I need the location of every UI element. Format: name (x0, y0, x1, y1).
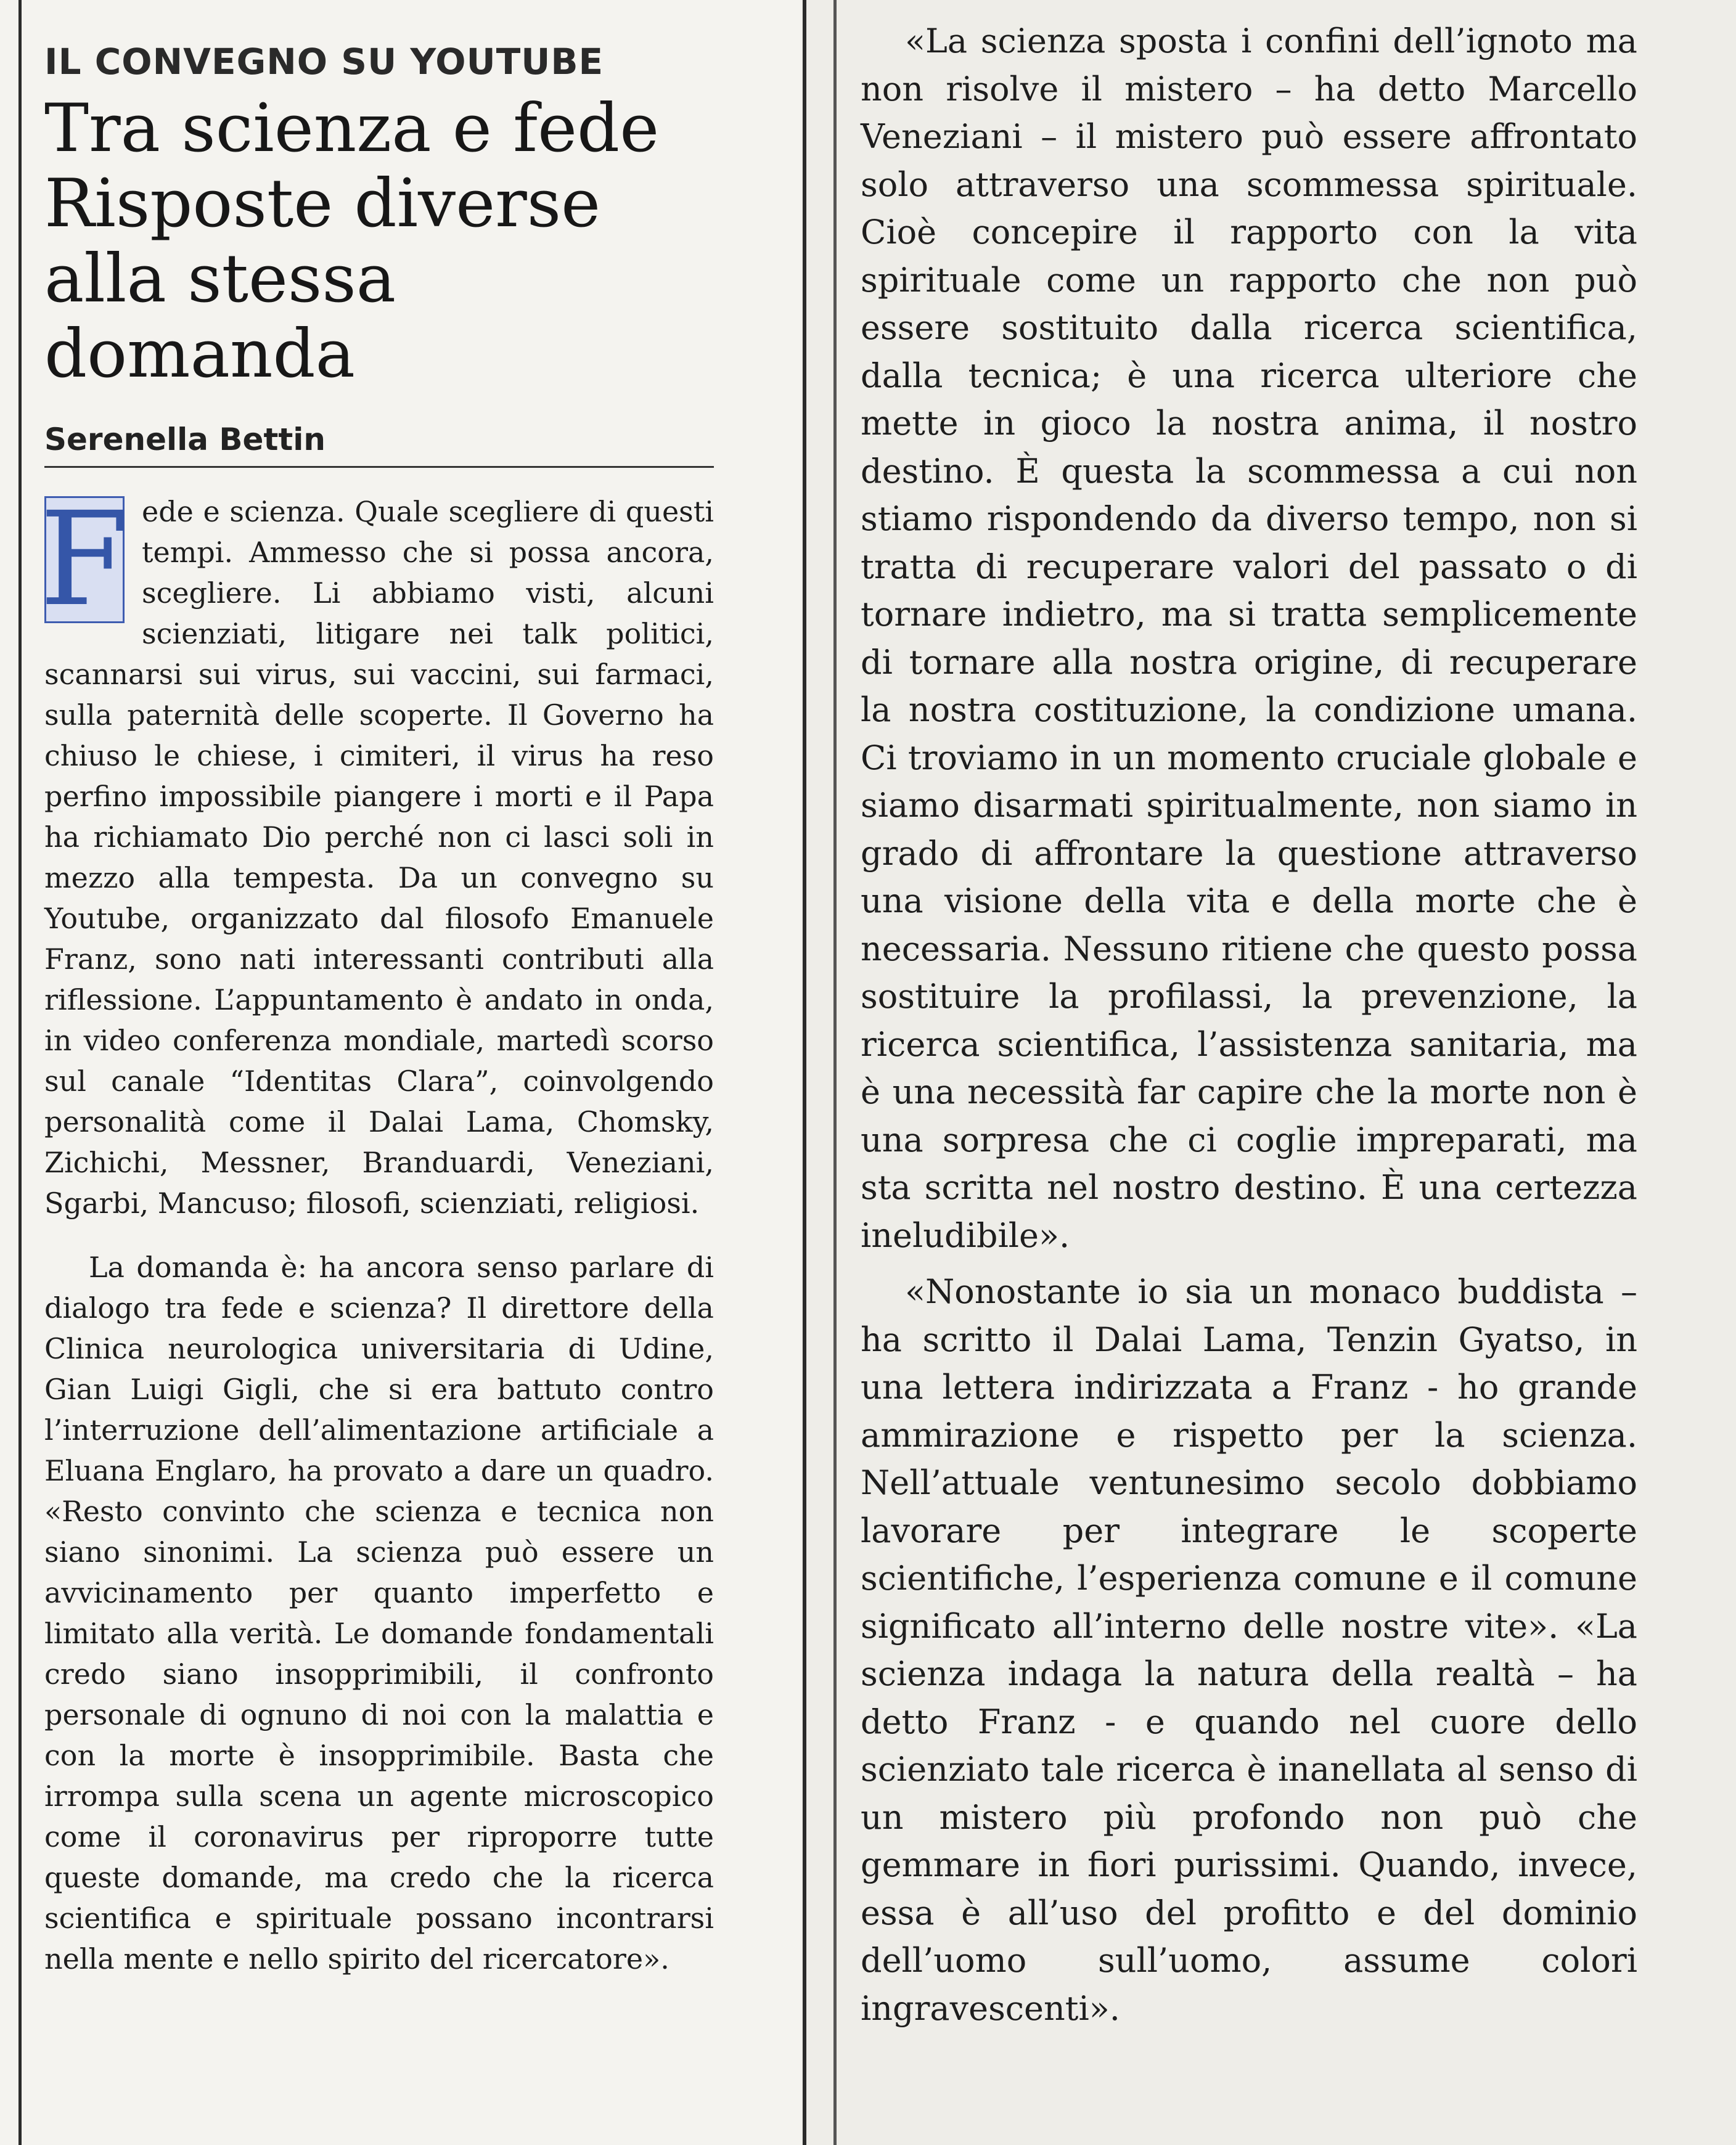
left-column-rule (18, 0, 22, 2145)
headline-line: Risposte diverse (44, 165, 601, 242)
article-paragraph: «La scienza sposta i confini dell’ignoto ma non risolve il mistero – ha detto Marcello Veneziani – il mistero può essere affrontato solo attraverso una scommessa spirituale. Cioè concepire il rapporto con la vita spirituale come un rapporto che non può essere sostituito dalla ricerca scientifica, dalla tecnica; è una ricerca ulteriore che mette in gioco la nostra anima, il nostro destino. È questa la scommessa a cui non stiamo rispondendo da diverso tempo, non si tratta di recuperare valori del passato o di tornare indietro, ma si tratta semplicemente di tornare alla nostra origine, di recuperare la nostra costituzione, la condizione umana. Ci troviamo in un momento cruciale globale e siamo disarmati spiritualmente, non siamo in grado di affrontare la questione attraverso una visione della vita e della morte che è necessaria. Nessuno ritiene che questo possa sostituire la profilassi, la prevenzione, la ricerca scientifica, l’assistenza sanitaria, ma è una necessità far capire che la morte non è una sorpresa che ci coglie impreparati, ma sta scritta nel nostro destino. È una certezza ineludibile». (861, 22, 1637, 1255)
article-kicker: IL CONVEGNO SU YOUTUBE (44, 41, 604, 83)
article-paragraph: La domanda è: ha ancora senso parlare di dialogo tra fede e scienza? Il direttore della Clinica neurologica universitaria di Udine, Gian Luigi Gigli, che si era battuto contro l’interruzione dell’alimentazione artificiale a Eluana Englaro, ha provato a dare un quadro. «Resto convinto che scienza e tecnica non siano sinonimi. La scienza può essere un avvicinamento per quanto imperfetto e limitato alla verità. Le domande fondamentali credo siano insopprimibili, il confronto personale di ognuno di noi con la malattia e con la morte è insopprimibile. Basta che irrompa sulla scena un agente microscopico come il coronavirus per riproporre tutte queste domande, ma credo che la ricerca scientifica e spirituale possano incontrarsi nella mente e nello spirito del ricercatore». (44, 1251, 714, 1975)
headline-line: alla stessa domanda (44, 240, 396, 393)
right-column-rule (833, 0, 837, 2145)
page-gutter (803, 0, 806, 2145)
article-right-column (861, 17, 1637, 2032)
drop-cap: F (39, 484, 129, 635)
article-paragraph: «Nonostante io sia un monaco buddista – ha scritto il Dalai Lama, Tenzin Gyatso, in una lettera indirizzata a Franz - ho grande ammirazione e rispetto per la scienza. Nell’attuale ventunesimo secolo dobbiamo lavorare per integrare le scoperte scientifiche, l’esperienza comune e il comune significato all’interno delle nostre vite». «La scienza indaga la natura della realtà – ha detto Franz - e quando nel cuore dello scienziato tale ricerca è inanellata al senso di un mistero più profondo non può che gemmare in fiori purissimi. Quando, invece, essa è all’uso del profitto e del dominio dell’uomo sull’uomo, assume colori ingravescenti». (861, 1272, 1637, 2028)
article-paragraph (39, 484, 714, 1224)
article-byline: Serenella Bettin (44, 422, 714, 468)
article-headline (44, 91, 714, 392)
headline-line: Tra scienza e fede (44, 90, 660, 167)
paragraph-text: ede e scienza. Quale scegliere di questi tempi. Ammesso che si possa ancora, scegliere. Li abbiamo visti, alcuni scienziati, litigare nei talk politici, scannarsi sui virus, sui vaccini, sui farmaci, sulla paternità delle scoperte. Il Governo ha chiuso le chiese, i cimiteri, il virus ha reso perfino impossibile piangere i morti e il Papa ha richiamato Dio perché non ci lasci soli in mezzo alla tempesta. Da un convegno su Youtube, organizzato dal filosofo Emanuele Franz, sono nati interessanti contributi alla riflessione. L’appuntamento è andato in onda, in video conferenza mondiale, martedì scorso sul canale “Identitas Clara”, coinvolgendo personalità come il Dalai Lama, Chomsky, Zichichi, Messner, Branduardi, Veneziani, Sgarbi, Mancuso; filosofi, scienziati, religiosi. (44, 495, 714, 1220)
article-left-column (39, 41, 714, 1979)
